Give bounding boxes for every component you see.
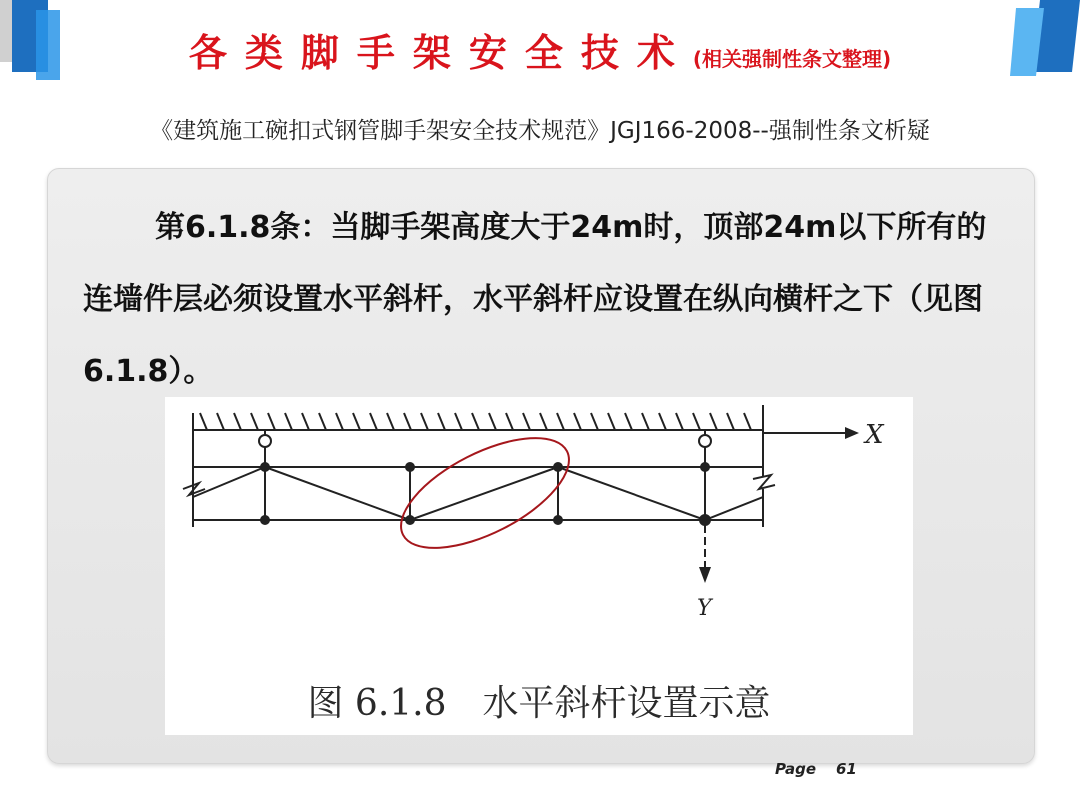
page-number: 61 — [836, 760, 857, 778]
slide-subtitle: 《建筑施工碗扣式钢管脚手架安全技术规范》JGJ166-2008--强制性条文析疑 — [150, 118, 930, 144]
slide-title — [0, 22, 1080, 77]
horizontal-diagonal-bracing — [193, 467, 763, 520]
title-main: 各类脚手架安全技术 — [188, 31, 693, 75]
figure-caption: 图 6.1.8 水平斜杆设置示意 — [307, 683, 771, 724]
wall-hatching — [193, 413, 763, 430]
figure-6-1-8 — [165, 397, 913, 735]
x-axis-label: X — [865, 420, 884, 450]
clause-text: 第6.1.8条：当脚手架高度大于24m时，顶部24m以下所有的连墙件层必须设置水平斜杆，水平斜杆应设置在纵向横杆之下（见图6.1.8）。 — [83, 210, 987, 389]
title-note: (相关强制性条文整理) — [692, 47, 892, 71]
page-label: Page — [775, 760, 817, 778]
y-axis-label: Y — [697, 596, 712, 621]
